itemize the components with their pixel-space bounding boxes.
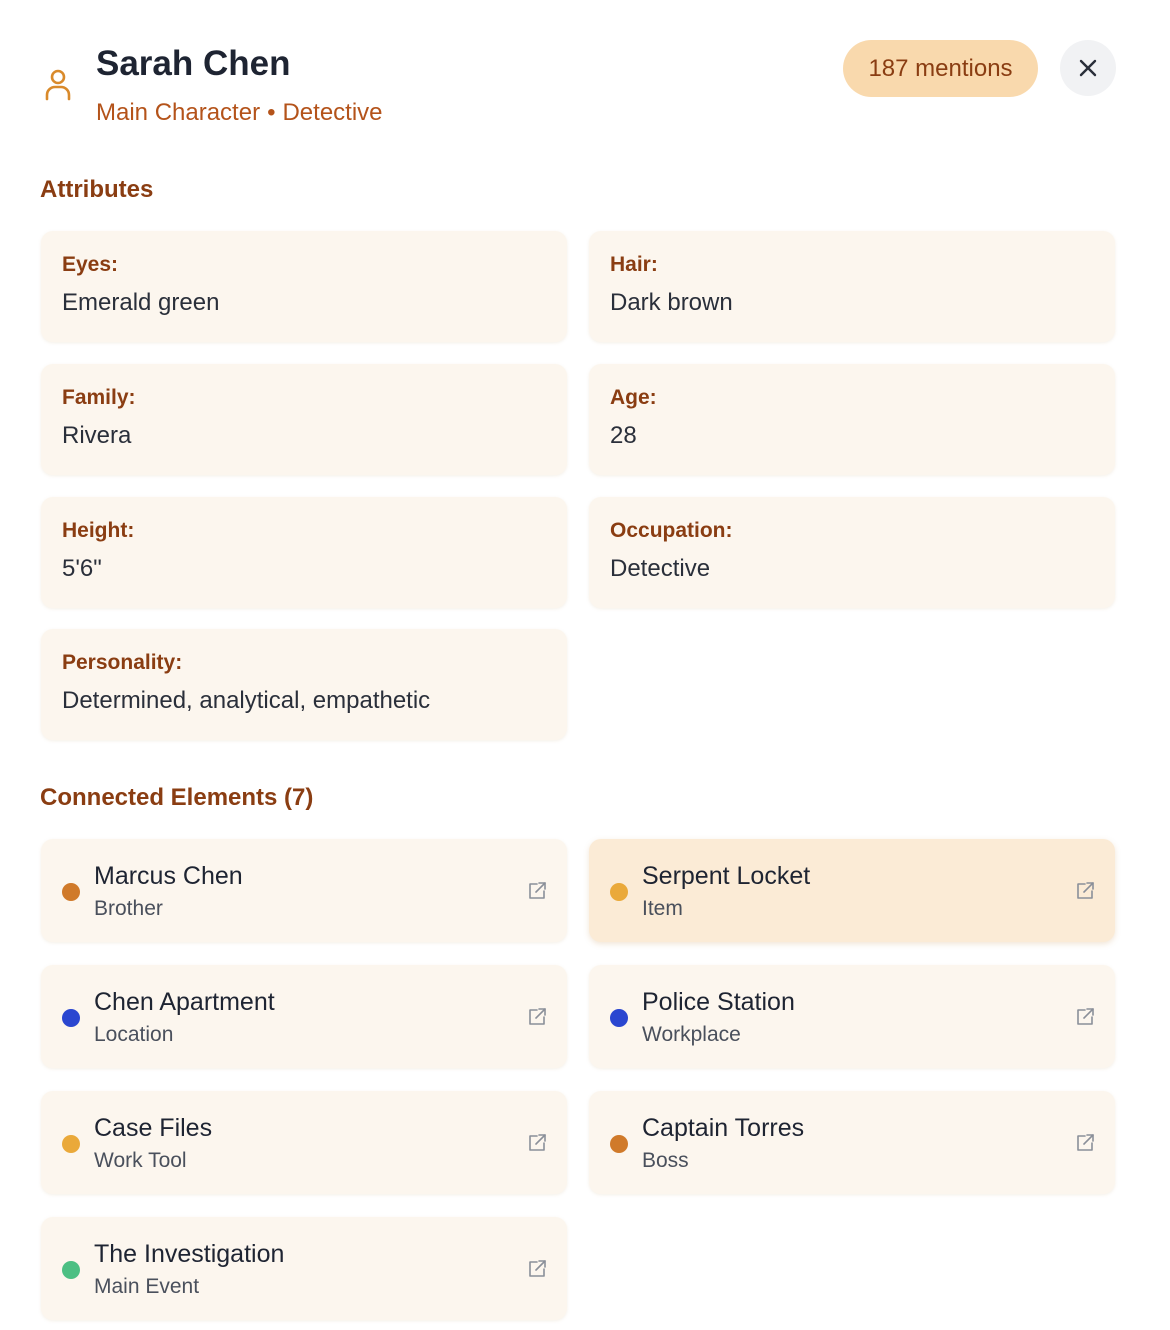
character-name: Sarah Chen bbox=[96, 44, 291, 83]
connection-card-captain-torres[interactable] bbox=[589, 1091, 1115, 1194]
connection-type: Main Event bbox=[94, 1275, 200, 1298]
connection-card-serpent-locket[interactable] bbox=[589, 839, 1115, 942]
attribute-label: Personality: bbox=[62, 651, 183, 674]
connected-elements-heading: Connected Elements (7) bbox=[40, 784, 314, 811]
attribute-card-age bbox=[589, 364, 1115, 475]
connection-type: Workplace bbox=[642, 1023, 741, 1046]
external-link-icon[interactable] bbox=[527, 881, 547, 901]
connection-card-the-investigation[interactable] bbox=[41, 1217, 567, 1320]
attributes-heading: Attributes bbox=[40, 176, 154, 203]
external-link-icon[interactable] bbox=[527, 1007, 547, 1027]
attribute-card-height bbox=[41, 497, 567, 608]
connection-name: Chen Apartment bbox=[94, 988, 275, 1016]
external-link-icon[interactable] bbox=[1075, 1007, 1095, 1027]
attribute-label: Height: bbox=[62, 519, 135, 542]
person-icon bbox=[40, 66, 76, 102]
connection-card-police-station[interactable] bbox=[589, 965, 1115, 1068]
connection-dot bbox=[610, 1135, 628, 1153]
close-icon bbox=[1078, 58, 1098, 78]
connection-name: Marcus Chen bbox=[94, 862, 243, 890]
connection-dot bbox=[62, 1135, 80, 1153]
connection-type: Location bbox=[94, 1023, 174, 1046]
connection-dot bbox=[62, 883, 80, 901]
attribute-label: Occupation: bbox=[610, 519, 733, 542]
attribute-card-hair bbox=[589, 231, 1115, 342]
attribute-value: Detective bbox=[610, 555, 711, 582]
connection-dot bbox=[62, 1009, 80, 1027]
attribute-card-occupation bbox=[589, 497, 1115, 608]
attribute-card-eyes bbox=[41, 231, 567, 342]
connection-type: Item bbox=[642, 897, 683, 920]
connection-name: Captain Torres bbox=[642, 1114, 805, 1142]
connection-dot bbox=[62, 1261, 80, 1279]
connection-name: Case Files bbox=[94, 1114, 213, 1142]
character-occupation: Detective bbox=[282, 99, 383, 126]
subtitle-separator: • bbox=[267, 99, 276, 126]
external-link-icon[interactable] bbox=[1075, 881, 1095, 901]
connection-dot bbox=[610, 883, 628, 901]
connection-type: Brother bbox=[94, 897, 163, 920]
connection-card-marcus-chen[interactable] bbox=[41, 839, 567, 942]
attribute-label: Age: bbox=[610, 386, 657, 409]
character-role: Main Character bbox=[96, 99, 261, 126]
attribute-label: Eyes: bbox=[62, 253, 119, 276]
connection-name: The Investigation bbox=[94, 1240, 285, 1268]
attribute-card-family bbox=[41, 364, 567, 475]
attribute-value: Emerald green bbox=[62, 289, 220, 316]
attribute-value: 28 bbox=[610, 422, 637, 449]
connection-card-chen-apartment[interactable] bbox=[41, 965, 567, 1068]
connection-dot bbox=[610, 1009, 628, 1027]
connection-card-case-files[interactable] bbox=[41, 1091, 567, 1194]
mentions-badge: 187 mentions bbox=[843, 40, 1038, 97]
attribute-card-personality bbox=[41, 629, 567, 740]
character-subtitle bbox=[96, 99, 383, 127]
attribute-value: Determined, analytical, empathetic bbox=[62, 687, 431, 714]
attribute-label: Family: bbox=[62, 386, 136, 409]
attribute-value: Rivera bbox=[62, 422, 132, 449]
connection-type: Boss bbox=[642, 1149, 689, 1172]
connection-name: Police Station bbox=[642, 988, 795, 1016]
attribute-value: Dark brown bbox=[610, 289, 733, 316]
attribute-value: 5'6" bbox=[62, 555, 102, 582]
character-header bbox=[40, 40, 1116, 140]
attribute-label: Hair: bbox=[610, 253, 658, 276]
external-link-icon[interactable] bbox=[527, 1259, 547, 1279]
external-link-icon[interactable] bbox=[1075, 1133, 1095, 1153]
connection-name: Serpent Locket bbox=[642, 862, 811, 890]
external-link-icon[interactable] bbox=[527, 1133, 547, 1153]
connection-type: Work Tool bbox=[94, 1149, 187, 1172]
close-button[interactable] bbox=[1060, 40, 1116, 96]
